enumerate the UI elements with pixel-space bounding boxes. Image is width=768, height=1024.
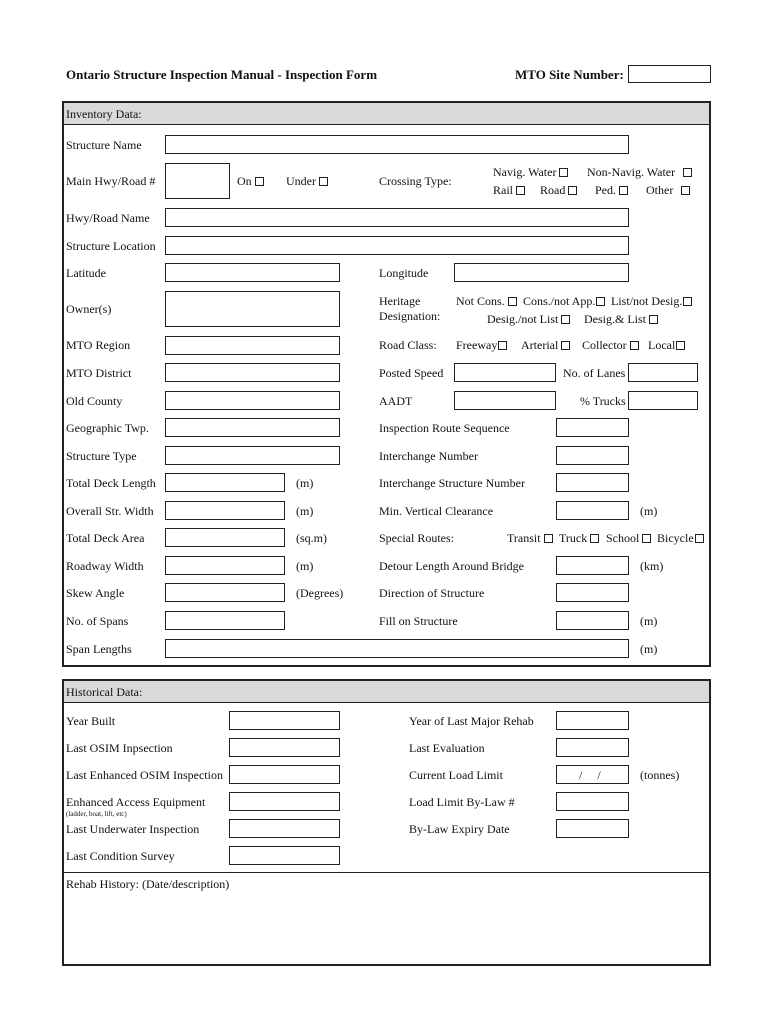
- enhanced-access-note: (ladder, boat, lift, etc): [66, 810, 127, 818]
- inspection-route-sequence-input[interactable]: [556, 418, 629, 437]
- under-label: Under: [286, 174, 316, 188]
- longitude-label: Longitude: [379, 266, 429, 280]
- overall-str-width-unit: (m): [296, 504, 314, 518]
- truck-checkbox[interactable]: [590, 534, 599, 543]
- latitude-label: Latitude: [66, 266, 106, 280]
- site-number-input[interactable]: [628, 65, 711, 83]
- historical-header: Historical Data:: [64, 681, 709, 703]
- non-navig-water-checkbox[interactable]: [683, 168, 692, 177]
- total-deck-area-input[interactable]: [165, 528, 285, 547]
- local-checkbox[interactable]: [676, 341, 685, 350]
- school-label: School: [606, 531, 640, 545]
- not-cons-label: Not Cons.: [456, 294, 505, 308]
- owners-label: Owner(s): [66, 302, 112, 316]
- no-of-spans-input[interactable]: [165, 611, 285, 630]
- on-label: On: [237, 174, 252, 188]
- desig-not-list-label: Desig./not List: [487, 312, 559, 326]
- detour-length-label: Detour Length Around Bridge: [379, 559, 524, 573]
- interchange-structure-number-label: Interchange Structure Number: [379, 476, 525, 490]
- cons-not-app-checkbox[interactable]: [596, 297, 605, 306]
- last-osim-label: Last OSIM Inpsection: [66, 741, 173, 755]
- mto-district-input[interactable]: [165, 363, 340, 382]
- arterial-option[interactable]: [521, 338, 570, 353]
- site-number-label: MTO Site Number:: [515, 67, 624, 82]
- load-limit-bylaw-input[interactable]: [556, 792, 629, 811]
- direction-of-structure-input[interactable]: [556, 583, 629, 602]
- skew-angle-input[interactable]: [165, 583, 285, 602]
- transit-checkbox[interactable]: [544, 534, 553, 543]
- form-title: Ontario Structure Inspection Manual - Inspection Form: [66, 67, 378, 82]
- total-deck-area-label: Total Deck Area: [66, 531, 145, 545]
- pct-trucks-label: % Trucks: [580, 394, 626, 408]
- old-county-input[interactable]: [165, 391, 340, 410]
- non-navig-water-option[interactable]: [587, 165, 692, 180]
- on-checkbox[interactable]: [255, 177, 264, 186]
- list-not-desig-option[interactable]: [611, 294, 692, 309]
- ped-checkbox[interactable]: [619, 186, 628, 195]
- geographic-twp-input[interactable]: [165, 418, 340, 437]
- year-built-label: Year Built: [66, 714, 116, 728]
- geographic-twp-label: Geographic Twp.: [66, 421, 149, 435]
- navig-water-option[interactable]: [493, 165, 568, 180]
- last-evaluation-label: Last Evaluation: [409, 741, 485, 755]
- total-deck-area-unit: (sq.m): [296, 531, 327, 545]
- truck-option[interactable]: [559, 531, 599, 546]
- structure-location-label: Structure Location: [66, 239, 156, 253]
- arterial-checkbox[interactable]: [561, 341, 570, 350]
- roadway-width-input[interactable]: [165, 556, 285, 575]
- bicycle-label: Bicycle: [657, 531, 694, 545]
- road-label: Road: [540, 183, 566, 197]
- interchange-structure-number-input[interactable]: [556, 473, 629, 492]
- mto-district-label: MTO District: [66, 366, 132, 380]
- no-of-spans-label: No. of Spans: [66, 614, 129, 628]
- interchange-number-input[interactable]: [556, 446, 629, 465]
- span-lengths-label: Span Lengths: [66, 642, 132, 656]
- ped-option[interactable]: [595, 183, 628, 198]
- year-built-input[interactable]: [229, 711, 340, 730]
- span-lengths-unit: (m): [640, 642, 658, 656]
- roadway-width-unit: (m): [296, 559, 314, 573]
- school-option[interactable]: [606, 531, 651, 546]
- pct-trucks-input[interactable]: [628, 391, 698, 410]
- fill-on-structure-label: Fill on Structure: [379, 614, 458, 628]
- road-class-label: Road Class:: [379, 338, 437, 352]
- other-checkbox[interactable]: [681, 186, 690, 195]
- cons-not-app-label: Cons./not App.: [523, 294, 596, 308]
- detour-length-unit: (km): [640, 559, 664, 573]
- ped-label: Ped.: [595, 183, 616, 197]
- mto-region-input[interactable]: [165, 336, 340, 355]
- inspection-route-sequence-label: Inspection Route Sequence: [379, 421, 510, 435]
- last-condition-survey-label: Last Condition Survey: [66, 849, 175, 863]
- bicycle-option[interactable]: [657, 531, 704, 546]
- main-hwy-label: Main Hwy/Road #: [66, 174, 156, 188]
- year-last-major-rehab-input[interactable]: [556, 711, 629, 730]
- mto-region-label: MTO Region: [66, 338, 131, 352]
- navig-water-label: Navig. Water: [493, 165, 557, 179]
- transit-label: Transit: [507, 531, 541, 545]
- main-hwy-input[interactable]: [165, 163, 230, 199]
- current-load-limit-input[interactable]: / /: [556, 765, 629, 784]
- bylaw-expiry-input[interactable]: [556, 819, 629, 838]
- local-label: Local: [648, 338, 676, 352]
- heritage-label: Heritage: [379, 294, 421, 308]
- total-deck-length-unit: (m): [296, 476, 314, 490]
- latitude-input[interactable]: [165, 263, 340, 282]
- fill-on-structure-unit: (m): [640, 614, 658, 628]
- crossing-type-label: Crossing Type:: [379, 174, 452, 188]
- rehab-divider: [64, 872, 709, 873]
- overall-str-width-label: Overall Str. Width: [66, 504, 154, 518]
- arterial-label: Arterial: [521, 338, 559, 352]
- road-checkbox[interactable]: [568, 186, 577, 195]
- structure-location-input[interactable]: [165, 236, 629, 255]
- aadt-label: AADT: [379, 394, 413, 408]
- special-routes-label: Special Routes:: [379, 531, 454, 545]
- min-vertical-clearance-label: Min. Vertical Clearance: [379, 504, 494, 518]
- structure-type-label: Structure Type: [66, 449, 137, 463]
- collector-option[interactable]: [582, 338, 639, 353]
- last-enhanced-osim-input[interactable]: [229, 765, 340, 784]
- desig-and-list-option[interactable]: [584, 312, 658, 327]
- total-deck-length-label: Total Deck Length: [66, 476, 156, 490]
- year-last-major-rehab-label: Year of Last Major Rehab: [409, 714, 534, 728]
- span-lengths-input[interactable]: [165, 639, 629, 658]
- school-checkbox[interactable]: [642, 534, 651, 543]
- posted-speed-label: Posted Speed: [379, 366, 444, 380]
- aadt-input[interactable]: [454, 391, 556, 410]
- interchange-number-label: Interchange Number: [379, 449, 478, 463]
- desig-not-list-option[interactable]: [487, 312, 570, 327]
- min-vertical-clearance-unit: (m): [640, 504, 658, 518]
- current-load-limit-label: Current Load Limit: [409, 768, 503, 782]
- last-evaluation-input[interactable]: [556, 738, 629, 757]
- old-county-label: Old County: [66, 394, 123, 408]
- detour-length-input[interactable]: [556, 556, 629, 575]
- posted-speed-input[interactable]: [454, 363, 556, 382]
- not-cons-checkbox[interactable]: [508, 297, 517, 306]
- total-deck-length-input[interactable]: [165, 473, 285, 492]
- transit-option[interactable]: [507, 531, 553, 546]
- hwy-road-name-label: Hwy/Road Name: [66, 211, 150, 225]
- last-underwater-input[interactable]: [229, 819, 340, 838]
- rehab-history-label: Rehab History: (Date/description): [66, 877, 230, 891]
- list-not-desig-label: List/not Desig.: [611, 294, 683, 308]
- desig-not-list-checkbox[interactable]: [561, 315, 570, 324]
- collector-checkbox[interactable]: [630, 341, 639, 350]
- rail-label: Rail: [493, 183, 513, 197]
- structure-type-input[interactable]: [165, 446, 340, 465]
- other-option[interactable]: [646, 183, 690, 198]
- current-load-limit-unit: (tonnes): [640, 768, 680, 782]
- no-of-lanes-label: No. of Lanes: [563, 366, 626, 380]
- non-navig-water-label: Non-Navig. Water: [587, 165, 676, 179]
- enhanced-access-label: Enhanced Access Equipment: [66, 795, 206, 809]
- under-checkbox[interactable]: [319, 177, 328, 186]
- designation-label: Designation:: [379, 309, 441, 323]
- under-option[interactable]: [286, 174, 328, 189]
- bylaw-expiry-label: By-Law Expiry Date: [409, 822, 510, 836]
- truck-label: Truck: [559, 531, 588, 545]
- rehab-history-textarea[interactable]: [64, 894, 709, 964]
- collector-label: Collector: [582, 338, 627, 352]
- load-limit-bylaw-label: Load Limit By-Law #: [409, 795, 515, 809]
- other-label: Other: [646, 183, 674, 197]
- longitude-input[interactable]: [454, 263, 629, 282]
- structure-name-input[interactable]: [165, 135, 629, 154]
- fill-on-structure-input[interactable]: [556, 611, 629, 630]
- skew-angle-unit: (Degrees): [296, 586, 344, 600]
- structure-name-label: Structure Name: [66, 138, 142, 152]
- desig-and-list-checkbox[interactable]: [649, 315, 658, 324]
- enhanced-access-input[interactable]: [229, 792, 340, 811]
- direction-of-structure-label: Direction of Structure: [379, 586, 485, 600]
- desig-and-list-label: Desig.& List: [584, 312, 646, 326]
- freeway-checkbox[interactable]: [498, 341, 507, 350]
- on-option[interactable]: [237, 174, 264, 189]
- min-vertical-clearance-input[interactable]: [556, 501, 629, 520]
- list-not-desig-checkbox[interactable]: [683, 297, 692, 306]
- road-option[interactable]: [540, 183, 577, 198]
- not-cons-option[interactable]: [456, 294, 517, 309]
- skew-angle-label: Skew Angle: [66, 586, 125, 600]
- roadway-width-label: Roadway Width: [66, 559, 144, 573]
- last-underwater-label: Last Underwater Inspection: [66, 822, 200, 836]
- navig-water-checkbox[interactable]: [559, 168, 568, 177]
- last-enhanced-osim-label: Last Enhanced OSIM Inspection: [66, 768, 223, 782]
- rail-option[interactable]: [493, 183, 525, 198]
- overall-str-width-input[interactable]: [165, 501, 285, 520]
- last-osim-input[interactable]: [229, 738, 340, 757]
- cons-not-app-option[interactable]: [523, 294, 605, 309]
- freeway-label: Freeway: [456, 338, 498, 352]
- inventory-header: Inventory Data:: [64, 103, 709, 125]
- no-of-lanes-input[interactable]: [628, 363, 698, 382]
- hwy-road-name-input[interactable]: [165, 208, 629, 227]
- rail-checkbox[interactable]: [516, 186, 525, 195]
- local-option[interactable]: [648, 338, 685, 353]
- last-condition-survey-input[interactable]: [229, 846, 340, 865]
- owners-input[interactable]: [165, 291, 340, 327]
- bicycle-checkbox[interactable]: [695, 534, 704, 543]
- freeway-option[interactable]: [456, 338, 507, 353]
